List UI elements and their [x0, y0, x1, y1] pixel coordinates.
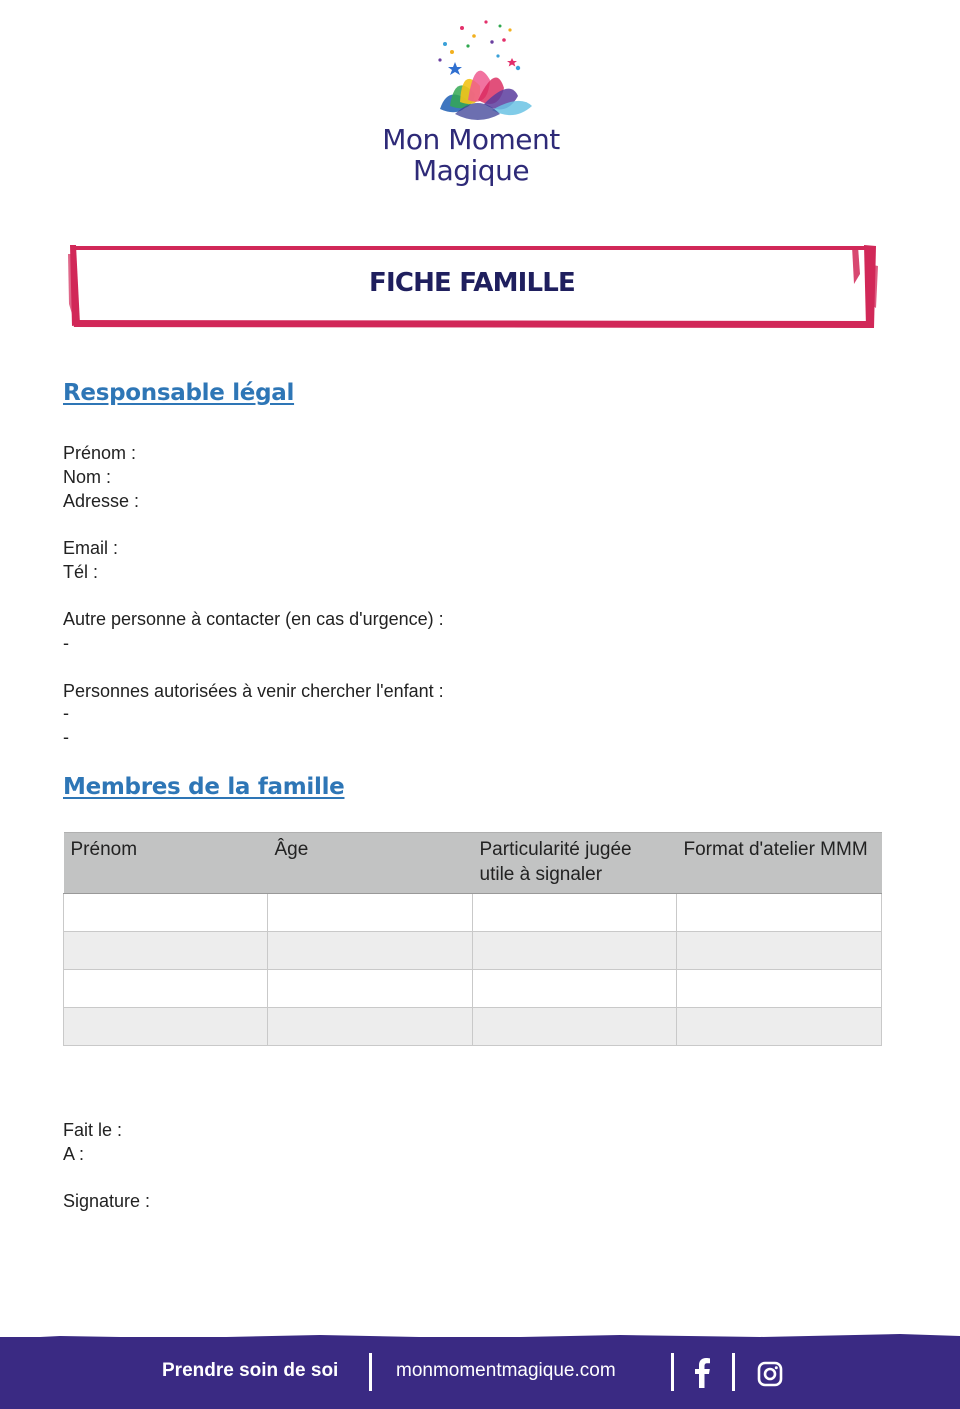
footer-tagline: Prendre soin de soi [162, 1360, 339, 1381]
footer-divider [671, 1353, 674, 1391]
table-row [64, 1008, 882, 1046]
table-row [64, 894, 882, 932]
table-cell[interactable] [268, 970, 473, 1008]
table-cell[interactable] [64, 894, 268, 932]
table-cell[interactable] [677, 1008, 882, 1046]
table-cell[interactable] [64, 1008, 268, 1046]
autorisee-dash-2: - [63, 727, 69, 747]
column-header-prenom: Prénom [64, 833, 268, 894]
table-cell[interactable] [268, 932, 473, 970]
label-a: A : [63, 1144, 85, 1164]
table-cell[interactable] [268, 1008, 473, 1046]
column-header-particularite: Particularité jugée utile à signaler [473, 833, 677, 894]
label-fait-le: Fait le : [63, 1120, 123, 1140]
table-cell[interactable] [677, 970, 882, 1008]
table-cell[interactable] [677, 894, 882, 932]
brand-line-2: Magique [412, 154, 530, 187]
table-cell[interactable] [473, 932, 677, 970]
brand-line-1: Mon Moment [382, 123, 560, 156]
label-autre-personne: Autre personne à contacter (en cas d'urgence) : [63, 609, 444, 629]
autorisee-dash-1: - [63, 703, 69, 723]
table-cell[interactable] [64, 970, 268, 1008]
table-cell[interactable] [473, 894, 677, 932]
autre-personne-dash: - [63, 633, 69, 653]
label-nom: Nom : [63, 467, 112, 487]
footer-divider [732, 1353, 735, 1391]
label-personnes-autorisees: Personnes autorisées à venir chercher l'enfant : [63, 681, 444, 701]
brand-name [340, 124, 602, 186]
table-cell[interactable] [473, 970, 677, 1008]
label-tel: Tél : [63, 562, 99, 582]
label-adresse: Adresse : [63, 491, 140, 511]
label-signature: Signature : [63, 1191, 151, 1211]
table-row [64, 970, 882, 1008]
table-row [64, 932, 882, 970]
footer-divider [369, 1353, 372, 1391]
label-email: Email : [63, 538, 119, 558]
table-cell[interactable] [64, 932, 268, 970]
footer-website-link[interactable]: monmomentmagique.com [396, 1360, 616, 1381]
label-prenom: Prénom : [63, 443, 137, 463]
table-cell[interactable] [473, 1008, 677, 1046]
title-box [68, 244, 876, 328]
family-members-table [63, 832, 882, 1046]
document-title: FICHE FAMILLE [368, 268, 576, 298]
table-cell[interactable] [268, 894, 473, 932]
section-heading-responsable: Responsable légal [63, 380, 295, 406]
column-header-format-atelier: Format d'atelier MMM [677, 833, 882, 894]
section-heading-membres: Membres de la famille [63, 774, 345, 800]
lotus-logo-icon [400, 14, 550, 126]
table-header-row [64, 833, 882, 894]
instagram-icon[interactable] [757, 1361, 783, 1387]
column-header-age: Âge [268, 833, 473, 894]
table-cell[interactable] [677, 932, 882, 970]
facebook-icon[interactable] [694, 1358, 712, 1388]
